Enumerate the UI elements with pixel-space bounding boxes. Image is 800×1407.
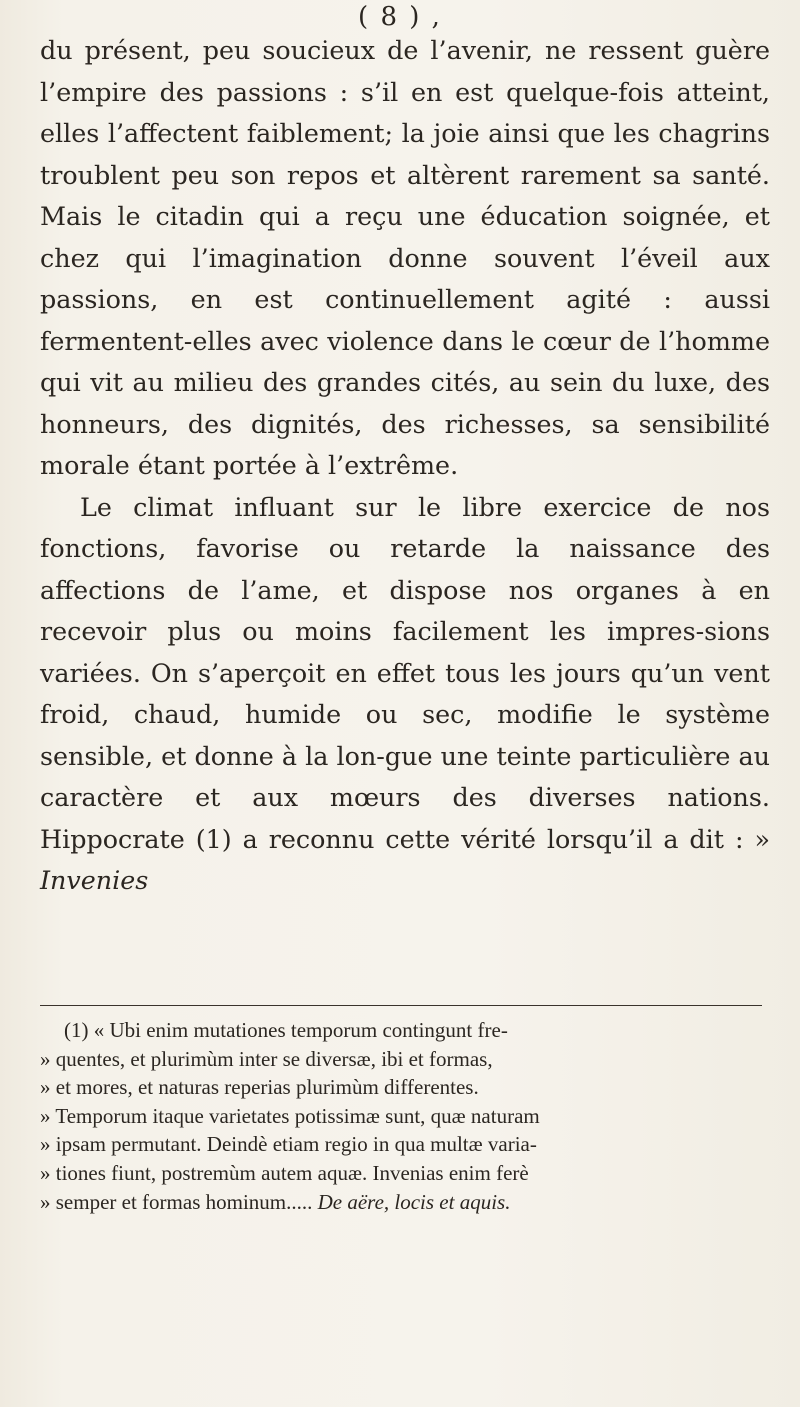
main-text <box>40 30 770 902</box>
footnote-line: » ipsam permutant. Deindè etiam regio in qua multæ varia- <box>40 1132 537 1157</box>
footnote-line: » quentes, et plurimùm inter se diversæ, ibi et formas, <box>40 1046 493 1071</box>
paragraph-1: du présent, peu soucieux de l’avenir, ne ressent guère l’empire des passions : s’il en est quelque-fois atteint, elles l’affectent faiblement; la joie ainsi que les chagrins troublent peu son repos et altèrent rarement sa santé. Mais le citadin qui a reçu une éducation soignée, et chez qui l’imagination donne souvent l’éveil aux passions, en est continuellement agité : aussi fermentent-elles avec violence dans le cœur de l’homme qui vit au milieu des grandes cités, au sein du luxe, des honneurs, des dignités, des richesses, sa sensibilité morale étant portée à l’extrême. <box>40 35 770 480</box>
footnote-divider <box>40 1005 762 1006</box>
footnote-source: De aëre, locis et aquis. <box>317 1189 511 1214</box>
footnote <box>40 1016 770 1216</box>
footnote-line: » Temporum itaque varietates potissimæ sunt, quæ naturam <box>40 1103 540 1128</box>
footnote-line: » tiones fiunt, postremùm autem aquæ. Invenias enim ferè <box>40 1160 529 1185</box>
paragraph-2-quote: Invenies <box>40 865 149 895</box>
page-number: ( 8 ) , <box>358 2 442 32</box>
footnote-line: (1) « Ubi enim mutationes temporum contingunt fre- <box>64 1018 508 1042</box>
paragraph-2 <box>40 487 770 902</box>
footnote-line: » et mores, et naturas reperias plurimùm differentes. <box>40 1075 479 1100</box>
footnote-line: » semper et formas hominum..... <box>40 1189 313 1214</box>
paragraph-2-text: Le climat influant sur le libre exercice de nos fonctions, favorise ou retarde la naissance des affections de l’ame, et dispose nos organes à en recevoir plus ou moins facilement les impres-sions variées. On s’aperçoit en effet tous les jours qu’un vent froid, chaud, humide ou sec, modifie le système sensible, et donne à la lon-gue une teinte particulière au caractère et aux mœurs des diverses nations. Hippocrate (1) a reconnu cette vérité lorsqu’il a dit : » <box>40 491 770 854</box>
footnote-last-line <box>40 1188 770 1217</box>
